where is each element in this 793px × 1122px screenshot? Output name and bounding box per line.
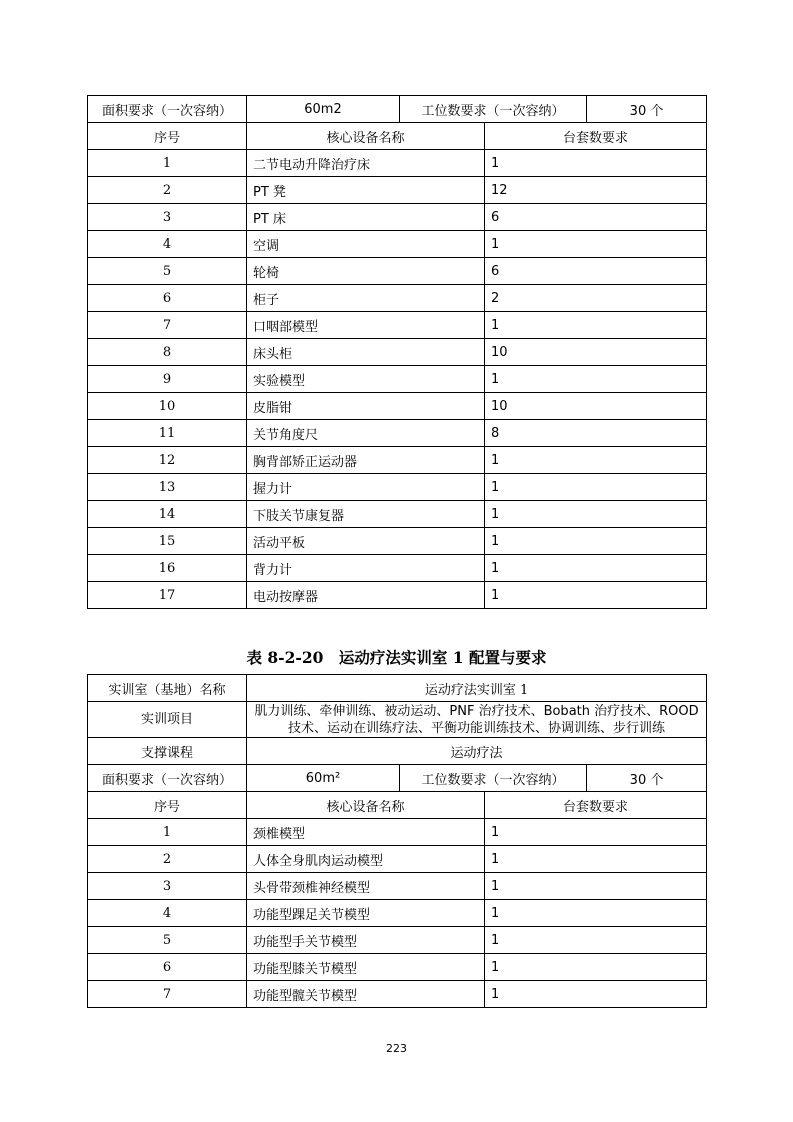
row-device-name: 颈椎模型 [247,819,485,846]
row-count: 2 [485,285,707,312]
table-row [88,204,707,231]
row-device-name: 二节电动升降治疗床 [247,150,485,177]
area-value: 60m2 [247,96,400,123]
row-count: 6 [485,258,707,285]
row-device-name: 轮椅 [247,258,485,285]
row-index: 2 [88,846,247,873]
row-device-name: 床头柜 [247,339,485,366]
row-device-name: PT 床 [247,204,485,231]
table-row [88,474,707,501]
row-count: 1 [485,366,707,393]
row-count: 6 [485,204,707,231]
row-index: 12 [88,447,247,474]
stations-label: 工位数要求（一次容纳） [400,96,587,123]
row-count: 1 [485,447,707,474]
row-index: 4 [88,231,247,258]
row-device-name: 柜子 [247,285,485,312]
row-index: 2 [88,177,247,204]
row-index: 8 [88,339,247,366]
row-index: 6 [88,954,247,981]
row-count: 12 [485,177,707,204]
row-index: 11 [88,420,247,447]
row-count: 1 [485,312,707,339]
row-count: 1 [485,954,707,981]
row-count: 1 [485,846,707,873]
row-device-name: 电动按摩器 [247,582,485,609]
row-device-name: 实验模型 [247,366,485,393]
row-index: 1 [88,819,247,846]
table-row [88,231,707,258]
row-device-name: 功能型膝关节模型 [247,954,485,981]
table-row [88,366,707,393]
row-device-name: 下肢关节康复器 [247,501,485,528]
row-index: 16 [88,555,247,582]
table-row [88,900,707,927]
row-index: 17 [88,582,247,609]
header-row [88,123,707,150]
table-row [88,927,707,954]
row-device-name: 皮脂钳 [247,393,485,420]
table-row [88,819,707,846]
table2-body [88,819,707,1008]
header-count: 台套数要求 [485,123,707,150]
area-label: 面积要求（一次容纳） [88,96,247,123]
table-row [88,528,707,555]
stations-label: 工位数要求（一次容纳） [400,765,587,792]
row-count: 1 [485,582,707,609]
header-index: 序号 [88,792,247,819]
course-row [88,738,707,765]
stations-value: 30 个 [587,765,707,792]
row-index: 9 [88,366,247,393]
row-count: 1 [485,927,707,954]
course-value: 运动疗法 [247,738,707,765]
row-device-name: 功能型髋关节模型 [247,981,485,1008]
header-count: 台套数要求 [485,792,707,819]
project-value: 肌力训练、牵伸训练、被动运动、PNF 治疗技术、Bobath 治疗技术、ROOD 技术、运动在训练疗法、平衡功能训练技术、协调训练、步行训练 [247,702,707,738]
area-label: 面积要求（一次容纳） [88,765,247,792]
table-row [88,555,707,582]
table-row [88,846,707,873]
table-row [88,954,707,981]
room-row [88,675,707,702]
table-row [88,312,707,339]
page-number: 223 [386,1042,407,1055]
row-count: 10 [485,339,707,366]
equipment-table [87,674,707,1008]
row-count: 1 [485,474,707,501]
row-count: 1 [485,981,707,1008]
room-value: 运动疗法实训室 1 [247,675,707,702]
table-row [88,981,707,1008]
row-device-name: 握力计 [247,474,485,501]
row-index: 3 [88,204,247,231]
row-index: 13 [88,474,247,501]
stations-value: 30 个 [587,96,707,123]
row-count: 1 [485,900,707,927]
row-index: 7 [88,981,247,1008]
equipment-table-continued [87,95,707,609]
row-count: 1 [485,231,707,258]
row-index: 15 [88,528,247,555]
row-index: 1 [88,150,247,177]
row-count: 1 [485,555,707,582]
table-row [88,393,707,420]
row-count: 10 [485,393,707,420]
table-row [88,501,707,528]
row-count: 8 [485,420,707,447]
row-device-name: 头骨带颈椎神经模型 [247,873,485,900]
row-index: 7 [88,312,247,339]
table-row [88,447,707,474]
row-index: 10 [88,393,247,420]
row-index: 5 [88,258,247,285]
table1-body [88,150,707,609]
row-index: 3 [88,873,247,900]
row-device-name: 人体全身肌肉运动模型 [247,846,485,873]
room-label: 实训室（基地）名称 [88,675,247,702]
row-device-name: 胸背部矫正运动器 [247,447,485,474]
table-row [88,177,707,204]
row-count: 1 [485,150,707,177]
row-device-name: 空调 [247,231,485,258]
area-row [88,765,707,792]
table-row [88,873,707,900]
row-device-name: PT 凳 [247,177,485,204]
row-index: 14 [88,501,247,528]
project-label: 实训项目 [88,702,247,738]
row-device-name: 活动平板 [247,528,485,555]
table-row [88,258,707,285]
header-device: 核心设备名称 [247,123,485,150]
table-row [88,285,707,312]
row-device-name: 关节角度尺 [247,420,485,447]
row-device-name: 口咽部模型 [247,312,485,339]
table-caption: 表 8-2-20 运动疗法实训室 1 配置与要求 [246,648,547,667]
row-count: 1 [485,873,707,900]
row-count: 1 [485,528,707,555]
row-count: 1 [485,501,707,528]
row-device-name: 背力计 [247,555,485,582]
header-row [88,792,707,819]
row-count: 1 [485,819,707,846]
project-row [88,702,707,738]
row-index: 6 [88,285,247,312]
course-label: 支撑课程 [88,738,247,765]
table-row [88,150,707,177]
row-index: 4 [88,900,247,927]
header-device: 核心设备名称 [247,792,485,819]
row-index: 5 [88,927,247,954]
table-row [88,339,707,366]
row-device-name: 功能型踝足关节模型 [247,900,485,927]
row-device-name: 功能型手关节模型 [247,927,485,954]
header-index: 序号 [88,123,247,150]
area-value: 60m² [247,765,400,792]
area-row [88,96,707,123]
table-row [88,420,707,447]
table-row [88,582,707,609]
